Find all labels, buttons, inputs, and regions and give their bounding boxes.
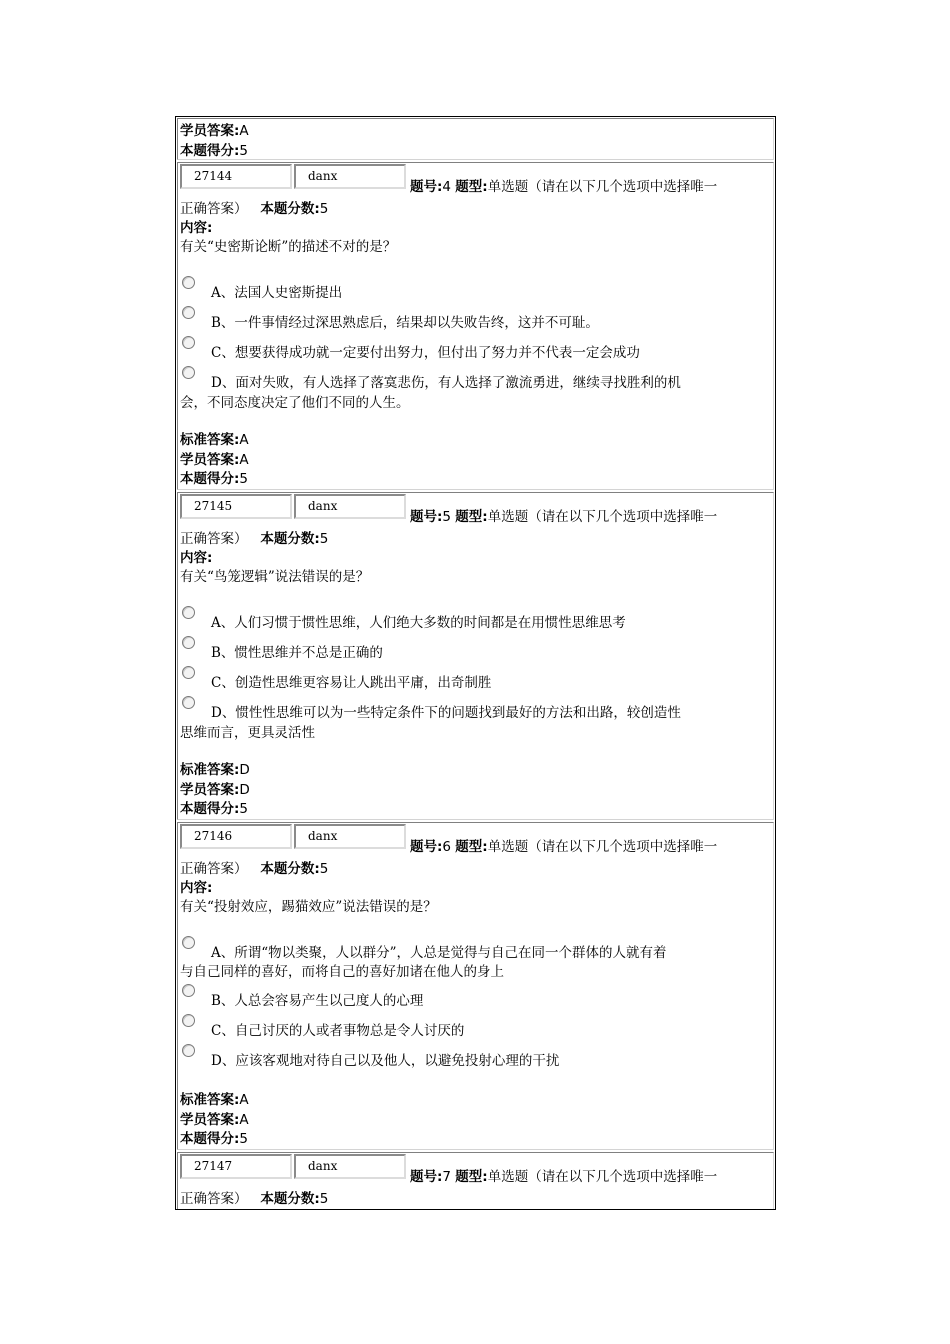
option-c-radio[interactable] — [182, 1014, 195, 1027]
question-5-cell — [177, 492, 774, 820]
question-type-text: 单选题（请在以下几个选项中选择唯一 — [487, 1169, 718, 1185]
option-b-text: B、人总会容易产生以己度人的心理 — [211, 993, 424, 1009]
question-content: 有关“史密斯论断”的描述不对的是？ — [180, 239, 397, 255]
student-answer-value: A — [239, 1112, 249, 1128]
question-type-text: 单选题（请在以下几个选项中选择唯一 — [487, 179, 718, 195]
student-answer-value: A — [239, 123, 249, 139]
option-a-text: A、所谓“物以类聚，人以群分”，人总是觉得与自己在同一个群体的人就有着 — [211, 945, 667, 961]
question-header: 题号:4 题型:单选题（请在以下几个选项中选择唯一 — [410, 179, 718, 195]
option-b-radio[interactable] — [182, 636, 195, 649]
question-type-continued: 正确答案） 本题分数:5 — [180, 1191, 329, 1207]
question-type-continued: 正确答案） 本题分数:5 — [180, 861, 329, 877]
question-type-continued: 正确答案） 本题分数:5 — [180, 531, 329, 547]
question-type-text: 单选题（请在以下几个选项中选择唯一 — [487, 509, 718, 525]
option-c-radio[interactable] — [182, 666, 195, 679]
question-type-text: 单选题（请在以下几个选项中选择唯一 — [487, 839, 718, 855]
question-header: 题号:6 题型:单选题（请在以下几个选项中选择唯一 — [410, 839, 718, 855]
question-id-field[interactable]: 27144 — [180, 164, 292, 189]
score-obtained-value: 5 — [239, 801, 248, 817]
option-a-radio[interactable] — [182, 936, 195, 949]
question-id-field[interactable]: 27146 — [180, 824, 292, 849]
question-points: 5 — [319, 531, 329, 547]
standard-answer-value: A — [239, 432, 249, 448]
student-answer-value: A — [239, 452, 249, 468]
question-id-field[interactable]: 27147 — [180, 1154, 292, 1179]
option-a-radio[interactable] — [182, 606, 195, 619]
question-number: 6 — [442, 839, 451, 855]
question-type-code-field[interactable]: danx — [294, 824, 406, 849]
score-obtained-row: 本题得分:5 — [180, 1131, 248, 1147]
score-obtained-value: 5 — [239, 1131, 248, 1147]
score-obtained-row: 本题得分:5 — [180, 143, 248, 159]
question-content: 有关“投射效应，踢猫效应”说法错误的是？ — [180, 899, 437, 915]
standard-answer-row: 标准答案:A — [180, 1092, 249, 1108]
score-obtained-row: 本题得分:5 — [180, 471, 248, 487]
option-d-text: D、面对失败，有人选择了落寞悲伤，有人选择了激流勇进，继续寻找胜利的机 — [211, 375, 681, 391]
question-points: 5 — [319, 1191, 329, 1207]
standard-answer-value: A — [239, 1092, 249, 1108]
question-content: 有关“鸟笼逻辑”说法错误的是？ — [180, 569, 370, 585]
score-obtained-value: 5 — [239, 471, 248, 487]
score-obtained-value: 5 — [239, 143, 248, 159]
option-a-radio[interactable] — [182, 276, 195, 289]
content-label: 内容: — [180, 880, 213, 896]
option-d-text: D、惯性性思维可以为一些特定条件下的问题找到最好的方法和出路，较创造性 — [211, 705, 681, 721]
exam-results-table — [175, 116, 776, 1210]
option-b-radio[interactable] — [182, 984, 195, 997]
option-d-radio[interactable] — [182, 696, 195, 709]
question-points: 5 — [319, 861, 329, 877]
standard-answer-row: 标准答案:D — [180, 762, 250, 778]
option-d-text-continued: 会，不同态度决定了他们不同的人生。 — [180, 395, 410, 411]
student-answer-row: 学员答案:A — [180, 123, 249, 139]
standard-answer-value: D — [239, 762, 250, 778]
option-a-text: A、法国人史密斯提出 — [211, 285, 343, 301]
question-header: 题号:7 题型:单选题（请在以下几个选项中选择唯一 — [410, 1169, 718, 1185]
question-7-cell — [177, 1152, 774, 1210]
option-d-text-continued: 思维而言，更具灵活性 — [180, 725, 315, 741]
option-a-text-continued: 与自己同样的喜好，而将自己的喜好加诸在他人的身上 — [180, 964, 504, 980]
option-a-text: A、人们习惯于惯性思维，人们绝大多数的时间都是在用惯性思维思考 — [211, 615, 626, 631]
content-label: 内容: — [180, 550, 213, 566]
question-6-cell — [177, 822, 774, 1150]
option-d-radio[interactable] — [182, 366, 195, 379]
option-c-text: C、自己讨厌的人或者事物总是令人讨厌的 — [211, 1023, 465, 1039]
question-number: 7 — [442, 1169, 451, 1185]
question-type-code-field[interactable]: danx — [294, 494, 406, 519]
question-points: 5 — [319, 201, 329, 217]
question-number: 4 — [442, 179, 451, 195]
student-answer-value: D — [239, 782, 250, 798]
option-c-text: C、想要获得成功就一定要付出努力，但付出了努力并不代表一定会成功 — [211, 345, 640, 361]
question-4-cell — [177, 162, 774, 490]
standard-answer-row: 标准答案:A — [180, 432, 249, 448]
question-number: 5 — [442, 509, 451, 525]
question-3-result-cell — [177, 118, 774, 160]
option-d-radio[interactable] — [182, 1044, 195, 1057]
question-id-field[interactable]: 27145 — [180, 494, 292, 519]
question-type-code-field[interactable]: danx — [294, 164, 406, 189]
student-answer-row: 学员答案:D — [180, 782, 250, 798]
student-answer-row: 学员答案:A — [180, 452, 249, 468]
option-b-text: B、一件事情经过深思熟虑后，结果却以失败告终，这并不可耻。 — [211, 315, 599, 331]
option-c-radio[interactable] — [182, 336, 195, 349]
question-header: 题号:5 题型:单选题（请在以下几个选项中选择唯一 — [410, 509, 718, 525]
student-answer-row: 学员答案:A — [180, 1112, 249, 1128]
content-label: 内容: — [180, 220, 213, 236]
question-type-continued: 正确答案） 本题分数:5 — [180, 201, 329, 217]
option-b-radio[interactable] — [182, 306, 195, 319]
option-c-text: C、创造性思维更容易让人跳出平庸，出奇制胜 — [211, 675, 492, 691]
option-b-text: B、惯性思维并不总是正确的 — [211, 645, 383, 661]
question-type-code-field[interactable]: danx — [294, 1154, 406, 1179]
score-obtained-row: 本题得分:5 — [180, 801, 248, 817]
option-d-text: D、应该客观地对待自己以及他人，以避免投射心理的干扰 — [211, 1053, 560, 1069]
